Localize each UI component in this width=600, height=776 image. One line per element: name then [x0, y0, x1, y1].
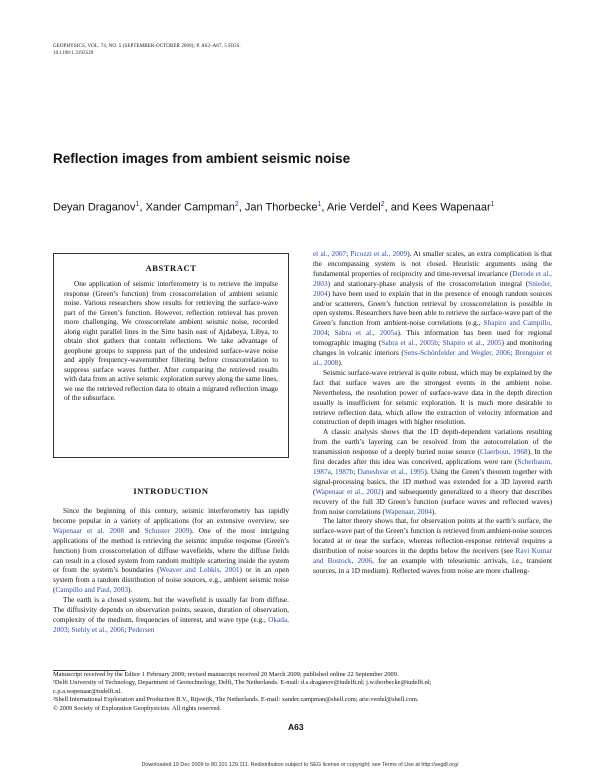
- footnote-line: c.p.a.wapenaar@tudelft.nl.: [53, 687, 122, 695]
- author-list: [53, 201, 553, 214]
- abstract-text: One application of seismic interferometry is to retrieve the impulse response (Green’s function) from crosscorrelation of ambient seismic noise. Various researchers show results for retrieving the surface-wave part of the Green’s function. However, reflection retrieval has proven more challenging. We crosscorrelate ambient seismic noise, recorded along eight parallel lines in the Sirte basin east of Ajdabeya, Libya, to obtain shot gathers that contain reflections. We take advantage of geophone groups to suppress part of the undesired surface-wave noise and apply frequency-wavenumber filtering before crosscorrelation to suppress surface waves further. After comparing the retrieved results with data from an active seismic exploration survey along the same lines, we use the retrieved reflection data to obtain a migrated reflection image of the subsurface.: [64, 279, 278, 402]
- journal-header: [53, 44, 241, 57]
- body-text: ). Using the Green’s theorem together with signal-processing basics, the 1D method was extended for a 3D layered earth (: [313, 466, 553, 496]
- author-separator: ,: [139, 201, 146, 214]
- body-text: ) or in an open system from a random distribution of noise sources, e.g., ambient seismic noise (: [53, 565, 289, 595]
- citation-link[interactable]: Snieder, 2004: [313, 278, 552, 298]
- abstract-box: [53, 253, 289, 458]
- citation-link[interactable]: Okada, 2003: [53, 614, 289, 634]
- citation-link[interactable]: et al., 2007: [313, 249, 347, 258]
- citation-link[interactable]: Wapenaar et al. 2008: [53, 525, 125, 535]
- author-name: Arie Verdel: [326, 201, 381, 214]
- body-text: Seismic surface-wave retrieval is quite robust, which may be explained by the fact that surface waves are the strongest events in the ambient noise. Nevertheless, the resolution power of surface-wave data in the depth direction usually is insufficient for seismic exploration. It is much more desirable to retrieve reflection data, which allow the extraction of velocity information and construction of depth images with higher resolution.: [313, 367, 552, 427]
- abstract-heading: ABSTRACT: [145, 263, 197, 273]
- body-text: ;: [437, 338, 443, 348]
- right-column-body: [313, 249, 552, 576]
- body-text: ;: [510, 348, 515, 358]
- footnote-line: ¹Delft University of Technology, Department of Geotechnology, Delft, The Netherlands. E-mail: d.s.draganov@tudelft.nl; j.w.thorbecke@tudelft.nl;: [53, 679, 432, 687]
- citation-link[interactable]: Claerbout, 1968: [479, 447, 528, 457]
- body-text: ;: [67, 624, 72, 634]
- body-text: ) have been used to explain that in the presence of enough random sources and/or scatterers, Green’s function retrieval by crosscorrelation is possible in open systems. Researchers have been able to retrieve the surface-wave part of the Green’s function from ambient-noise correlations (e.g.,: [313, 288, 552, 328]
- citation-link[interactable]: Daneshvar et al., 1995: [357, 466, 425, 476]
- affiliation-marker[interactable]: 2: [234, 201, 239, 208]
- author-name: Deyan Draganov: [53, 201, 136, 214]
- citation-link[interactable]: Wapenaar et al., 2002: [315, 486, 381, 496]
- body-text: ).: [128, 585, 133, 595]
- footnote-line: © 2009 Society of Exploration Geophysicists. All rights reserved.: [53, 704, 222, 712]
- author-separator: ,: [238, 201, 245, 214]
- body-text: ). At smaller scales, an extra complication is that the encompassing system is not closed. Heuristic arguments using the fundamental properties of reciprocity and time-reversal invariance (: [313, 249, 552, 278]
- page-number: A63: [288, 722, 304, 732]
- footnotes: [53, 671, 553, 713]
- introduction-heading: INTRODUCTION: [133, 486, 209, 496]
- body-text: Since the beginning of this century, seismic interferometry has rapidly become popular in a variety of applications (for an extensive overview, see: [53, 506, 289, 525]
- affiliation-marker[interactable]: 1: [135, 201, 140, 208]
- author-separator: , and: [384, 201, 413, 214]
- citation-link[interactable]: Schuster 2009: [144, 525, 190, 535]
- citation-link[interactable]: Weaver and Lobkis, 2001: [159, 565, 240, 575]
- doi: 10.1190/1.3193529: [53, 50, 94, 56]
- body-text: ) and subsequently generalized to a theory that describes recovery of the full 3D Green’s function (surface waves and reflected waves) from noise correlations (: [313, 486, 553, 516]
- citation-link[interactable]: Scherbaum, 1987a: [313, 457, 552, 476]
- body-text: ;: [353, 466, 358, 476]
- author-separator: ,: [321, 201, 327, 214]
- author-name: Kees Wapenaar: [412, 201, 491, 214]
- download-notice: Downloaded 19 Dec 2009 to 80.101.129.111. Redistribution subject to SEG license or copyright; see Terms of Use at http://segdl.org/: [141, 762, 459, 768]
- affiliation-marker[interactable]: 1: [317, 201, 322, 208]
- citation-link[interactable]: Brenguier et al., 2008: [313, 348, 552, 367]
- body-text: The latter theory shows that, for observation points at the earth’s surface, the surface-wave part of the Green’s function is retrieved from ambient-noise sources located at or near the surface, whereas reflection-response retrieval requires a distribution of noise sources in the depths below the receivers (see: [313, 516, 552, 556]
- author-name: Jan Thorbecke: [244, 201, 318, 214]
- citation-link[interactable]: Shapiro et al., 2005: [442, 338, 502, 348]
- body-text: , for an example with teleseismic arrivals, i.e., transient sources, in a 1D medium). Reflected waves from noise are more challeng-: [313, 556, 552, 575]
- citation-link[interactable]: Shapiro and Campillo, 2004: [313, 318, 552, 338]
- body-paragraph: [53, 595, 289, 635]
- affiliation-marker[interactable]: 1: [490, 201, 495, 208]
- body-text: and: [124, 525, 145, 535]
- citation-link[interactable]: Pedersen: [128, 624, 155, 634]
- body-text: ;: [327, 328, 335, 338]
- affiliation-marker[interactable]: 2: [380, 201, 385, 208]
- citation-link[interactable]: Campillo and Paul, 2003: [55, 585, 128, 595]
- body-text: ) and monitoring changes in volcanic interiors (: [313, 338, 552, 358]
- body-paragraph: [313, 249, 552, 368]
- body-paragraph: [313, 516, 552, 575]
- body-text: ) and stationary-phase analysis of the crosscorrelation integral (: [327, 278, 529, 288]
- footnote-line: ²Shell International Exploration and Production B.V., Rijswijk, The Netherlands. E-mail: xander.campman@shell.com; arie.verdel@shell.com.: [53, 696, 419, 704]
- body-paragraph: [53, 506, 289, 595]
- body-text: ).: [338, 357, 343, 367]
- citation-link[interactable]: Sabra et al., 2005a: [334, 328, 398, 338]
- footnote-line: Manuscript received by the Editor 1 February 2009; revised manuscript received 20 March 2009; published online 22 September 2009.: [53, 671, 399, 678]
- body-text: ). In the first decades after this idea was conceived, applications were rare (: [313, 447, 552, 467]
- citation-link[interactable]: 1987b: [334, 466, 354, 476]
- citation-link[interactable]: Sens-Schönfelder and Wegler, 2006: [403, 348, 511, 358]
- body-text: ). One of the most intriguing applications of the method is retrieving the seismic impulse response (Green’s function) from crosscorrelation of diffuse wavefields, where the diffuse fields can result in a closed system from random multiple scattering inside the system or from the system’s boundaries (: [53, 525, 289, 575]
- body-text: ).: [431, 506, 437, 516]
- body-text: ,: [330, 466, 335, 476]
- journal-citation: GEOPHYSICS, VOL. 74, NO. 5 (SEPTEMBER-OCTOBER 2009); P. A63–A67, 5 FIGS.: [53, 44, 241, 49]
- paper-title: Reflection images from ambient seismic noise: [53, 151, 351, 166]
- body-paragraph: [313, 368, 552, 427]
- body-text: A classic analysis shows that the 1D depth-dependent variations resulting from the earth’s layering can be resolved from the autocorrelation of the transmission response of a deeply buried noise source (: [313, 427, 552, 457]
- body-paragraph: [313, 427, 552, 516]
- citation-link[interactable]: Derode et al., 2003: [313, 268, 552, 288]
- citation-link[interactable]: Ravi Kumar and Bostock, 2006: [313, 546, 552, 566]
- left-column-body: [53, 506, 289, 635]
- author-name: Xander Campman: [145, 201, 235, 214]
- citation-link[interactable]: Stehly et al., 2006: [71, 624, 125, 634]
- citation-link[interactable]: Sabra et al., 2005b: [381, 338, 438, 348]
- body-text: ;: [124, 624, 129, 634]
- body-text: The earth is a closed system, but the wavefield is usually far from diffuse. The diffusivity depends on observation points, season, duration of observation, complexity of the medium, frequencies of interest, and wave type (e.g.,: [53, 595, 289, 624]
- citation-link[interactable]: Wapenaar, 2004: [384, 506, 432, 516]
- citation-link[interactable]: Picozzi et al., 2009: [350, 249, 408, 258]
- body-text: ;: [346, 249, 351, 258]
- body-text: ). This information has been used for regional tomographic imaging (: [313, 328, 552, 348]
